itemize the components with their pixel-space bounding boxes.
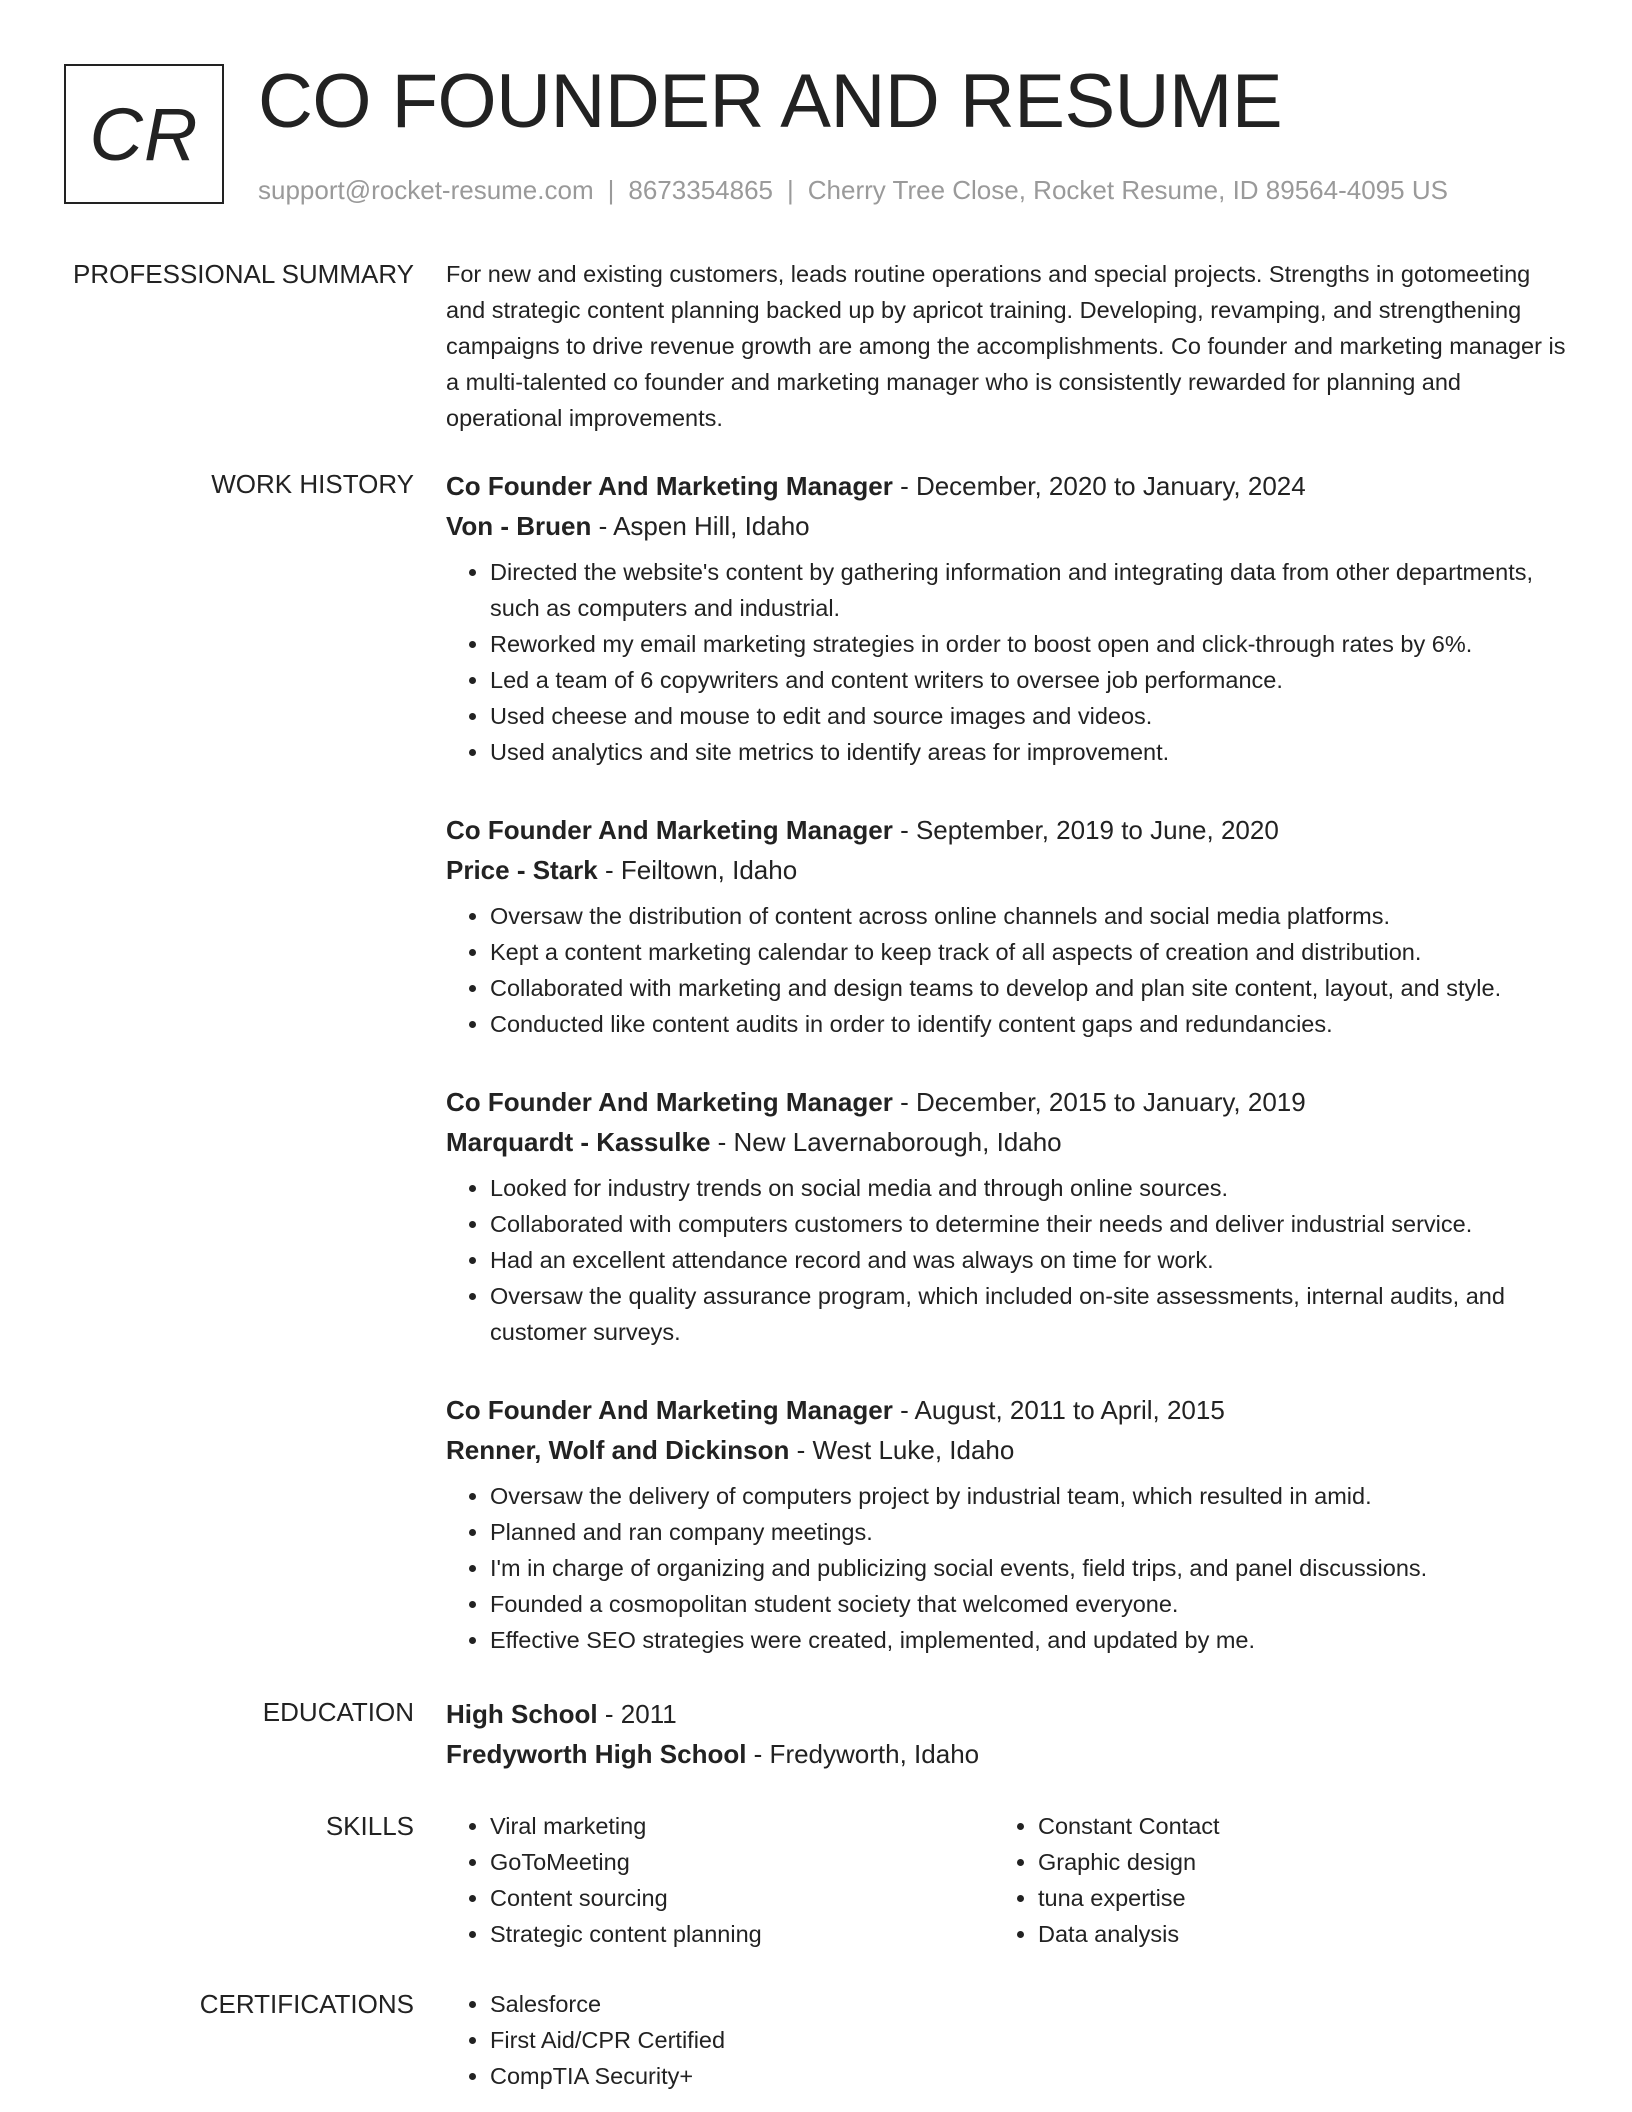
- job-bullets: [446, 1478, 1566, 1658]
- contact-email: support@rocket-resume.com: [258, 175, 594, 205]
- skills-list-left: [446, 1808, 994, 1952]
- contact-separator: |: [787, 175, 794, 205]
- section-title-summary: PROFESSIONAL SUMMARY: [73, 259, 414, 289]
- job-company: Renner, Wolf and Dickinson: [446, 1435, 790, 1465]
- resume-name: CO FOUNDER AND RESUME: [258, 59, 1283, 144]
- education-body: [446, 1694, 1566, 1774]
- job-bullets: [446, 898, 1566, 1042]
- certifications-column: [446, 1986, 994, 2094]
- section-title-certifications: CERTIFICATIONS: [199, 1989, 414, 2019]
- skill-item: • Data analysis: [1038, 1916, 1542, 1952]
- job-bullets: [446, 1170, 1566, 1350]
- job-dates: - August, 2011 to April, 2015: [892, 1395, 1225, 1425]
- certifications-body: [446, 1986, 1566, 2094]
- job-bullet: • Collaborated with computers customers to determine their needs and deliver industrial service.: [490, 1206, 1566, 1242]
- contact-address: Cherry Tree Close, Rocket Resume, ID 89564-4095 US: [807, 175, 1448, 205]
- job-company: Von - Bruen: [446, 511, 592, 541]
- skills-column-left: [446, 1808, 994, 1952]
- job-dates: - December, 2015 to January, 2019: [892, 1087, 1306, 1117]
- job-bullets: [446, 554, 1566, 770]
- education-school-line: [446, 1734, 1566, 1774]
- summary-text: For new and existing customers, leads routine operations and special projects. Strengths in gotomeeting and strategic content planning backed up by apricot training. Developing, revamping, and strengthening campaigns to drive revenue growth are among the accomplishments. Co founder and marketing manager is a multi-talented co founder and marketing manager who is consistently rewarded for planning and operational improvements.: [446, 261, 1566, 431]
- skills-body: [446, 1808, 1566, 1952]
- job-title-line: [446, 810, 1566, 850]
- skills-column-right: [994, 1808, 1542, 1952]
- section-title-work-history: WORK HISTORY: [211, 469, 414, 499]
- education-degree: High School: [446, 1699, 598, 1729]
- job-role: Co Founder And Marketing Manager: [446, 471, 893, 501]
- monogram-logo: CR: [64, 64, 224, 204]
- job-role: Co Founder And Marketing Manager: [446, 1087, 893, 1117]
- education-year: - 2011: [597, 1699, 677, 1729]
- job-company-line: [446, 850, 1566, 890]
- job-bullet: • Oversaw the delivery of computers project by industrial team, which resulted in amid.: [490, 1478, 1566, 1514]
- contact-separator: |: [607, 175, 615, 205]
- job-bullet: • I'm in charge of organizing and publicizing social events, field trips, and panel discussions.: [490, 1550, 1566, 1586]
- job-company: Price - Stark: [446, 855, 598, 885]
- job-role: Co Founder And Marketing Manager: [446, 815, 893, 845]
- work-history-body: [446, 466, 1566, 1658]
- job-entry: [446, 466, 1566, 770]
- certifications-list: [446, 1986, 994, 2094]
- certification-item: • Salesforce: [490, 1986, 994, 2022]
- education-degree-line: [446, 1694, 1566, 1734]
- job-bullet: • Oversaw the quality assurance program, which included on-site assessments, internal audits, and customer surveys.: [490, 1278, 1566, 1350]
- job-bullet: • Had an excellent attendance record and was always on time for work.: [490, 1242, 1566, 1278]
- education-school: Fredyworth High School: [446, 1739, 747, 1769]
- job-entry: [446, 1390, 1566, 1658]
- job-title-line: [446, 1390, 1566, 1430]
- job-bullet: • Used cheese and mouse to edit and source images and videos.: [490, 698, 1566, 734]
- certification-item: • First Aid/CPR Certified: [490, 2022, 994, 2058]
- summary-body: [446, 256, 1566, 436]
- skill-item: • Viral marketing: [490, 1808, 994, 1844]
- job-company-line: [446, 1122, 1566, 1162]
- job-bullet: • Conducted like content audits in order to identify content gaps and redundancies.: [490, 1006, 1566, 1042]
- job-company: Marquardt - Kassulke: [446, 1127, 711, 1157]
- job-bullet: • Led a team of 6 copywriters and content writers to oversee job performance.: [490, 662, 1566, 698]
- job-bullet: • Looked for industry trends on social media and through online sources.: [490, 1170, 1566, 1206]
- job-bullet: • Planned and ran company meetings.: [490, 1514, 1566, 1550]
- job-bullet: • Directed the website's content by gathering information and integrating data from other departments, such as computers and industrial.: [490, 554, 1566, 626]
- section-title-education: EDUCATION: [262, 1697, 414, 1727]
- skill-item: • Strategic content planning: [490, 1916, 994, 1952]
- skills-list-right: [994, 1808, 1542, 1952]
- job-bullet: • Kept a content marketing calendar to keep track of all aspects of creation and distribution.: [490, 934, 1566, 970]
- job-title-line: [446, 1082, 1566, 1122]
- skills-columns: [446, 1808, 1566, 1952]
- skill-item: • Graphic design: [1038, 1844, 1542, 1880]
- job-bullet: • Oversaw the distribution of content across online channels and social media platforms.: [490, 898, 1566, 934]
- skill-item: • Constant Contact: [1038, 1808, 1542, 1844]
- job-company-line: [446, 506, 1566, 546]
- contact-line: [258, 174, 1448, 206]
- job-entry: [446, 810, 1566, 1042]
- job-location: - New Lavernaborough, Idaho: [710, 1127, 1062, 1157]
- certification-item: • CompTIA Security+: [490, 2058, 994, 2094]
- job-location: - Aspen Hill, Idaho: [591, 511, 810, 541]
- job-bullet: • Reworked my email marketing strategies in order to boost open and click-through rates by 6%.: [490, 626, 1566, 662]
- job-location: - Feiltown, Idaho: [597, 855, 798, 885]
- skill-item: • GoToMeeting: [490, 1844, 994, 1880]
- job-company-line: [446, 1430, 1566, 1470]
- job-location: - West Luke, Idaho: [789, 1435, 1015, 1465]
- job-dates: - September, 2019 to June, 2020: [892, 815, 1279, 845]
- job-entry: [446, 1082, 1566, 1350]
- job-bullet: • Founded a cosmopolitan student society that welcomed everyone.: [490, 1586, 1566, 1622]
- job-bullet: • Used analytics and site metrics to identify areas for improvement.: [490, 734, 1566, 770]
- section-title-skills: SKILLS: [325, 1811, 414, 1841]
- skill-item: • tuna expertise: [1038, 1880, 1542, 1916]
- education-location: - Fredyworth, Idaho: [746, 1739, 980, 1769]
- contact-phone: 8673354865: [628, 175, 773, 205]
- job-role: Co Founder And Marketing Manager: [446, 1395, 893, 1425]
- skill-item: • Content sourcing: [490, 1880, 994, 1916]
- resume-header: [64, 59, 1572, 212]
- job-bullet: • Effective SEO strategies were created, implemented, and updated by me.: [490, 1622, 1566, 1658]
- job-dates: - December, 2020 to January, 2024: [892, 471, 1306, 501]
- job-title-line: [446, 466, 1566, 506]
- job-bullet: • Collaborated with marketing and design teams to develop and plan site content, layout, and style.: [490, 970, 1566, 1006]
